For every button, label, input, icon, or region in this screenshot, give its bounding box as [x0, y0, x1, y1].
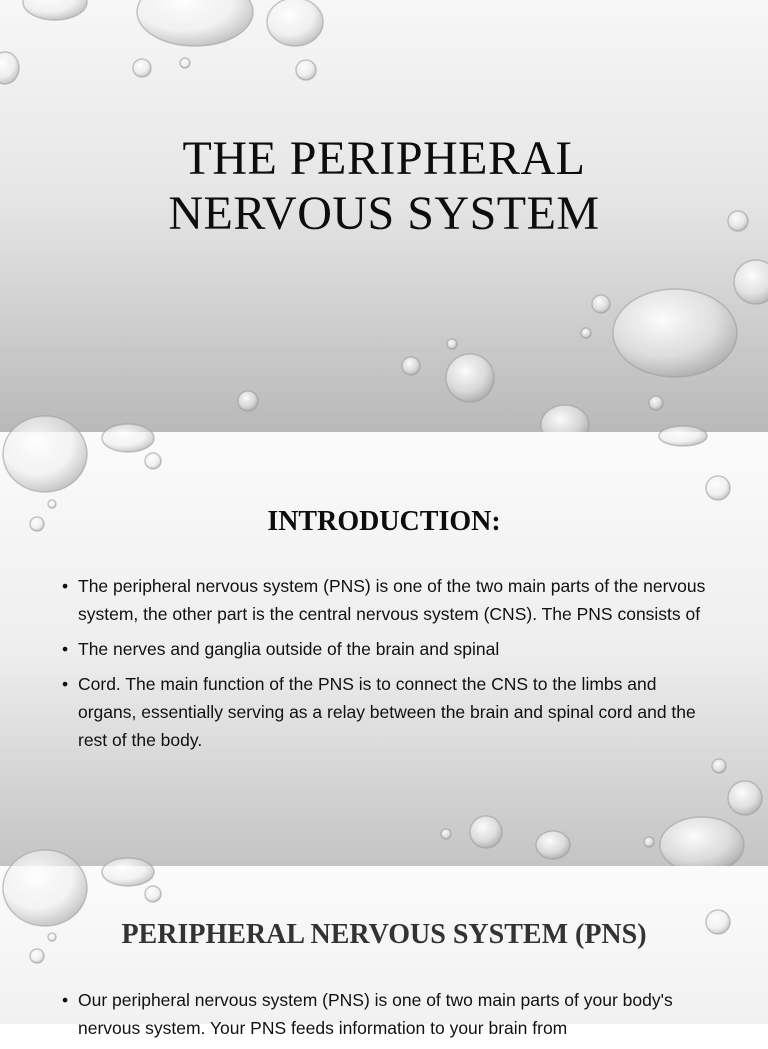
- bullet-list: [62, 986, 712, 1049]
- list-item: • The nerves and ganglia outside of the brain and spinal: [62, 635, 712, 663]
- title-slide: [0, 0, 768, 432]
- title-line-1: THE PERIPHERAL: [182, 132, 586, 185]
- slide-heading: PERIPHERAL NERVOUS SYSTEM (PNS): [121, 919, 647, 950]
- list-item: • Our peripheral nervous system (PNS) is one of two main parts of your body's nervous system. Your PNS feeds information to your brain from: [62, 986, 712, 1042]
- introduction-slide: [0, 432, 768, 866]
- slide-title: [0, 131, 768, 241]
- list-item: • The peripheral nervous system (PNS) is one of the two main parts of the nervous system, the other part is the central nervous system (CNS). The PNS consists of: [62, 572, 712, 628]
- slide-heading: INTRODUCTION:: [267, 506, 501, 537]
- pns-slide: [0, 866, 768, 1038]
- bullet-list: [62, 572, 712, 761]
- title-line-2: NERVOUS SYSTEM: [168, 187, 600, 240]
- list-item: • Cord. The main function of the PNS is to connect the CNS to the limbs and organs, essentially serving as a relay between the brain and spinal cord and the rest of the body.: [62, 670, 712, 754]
